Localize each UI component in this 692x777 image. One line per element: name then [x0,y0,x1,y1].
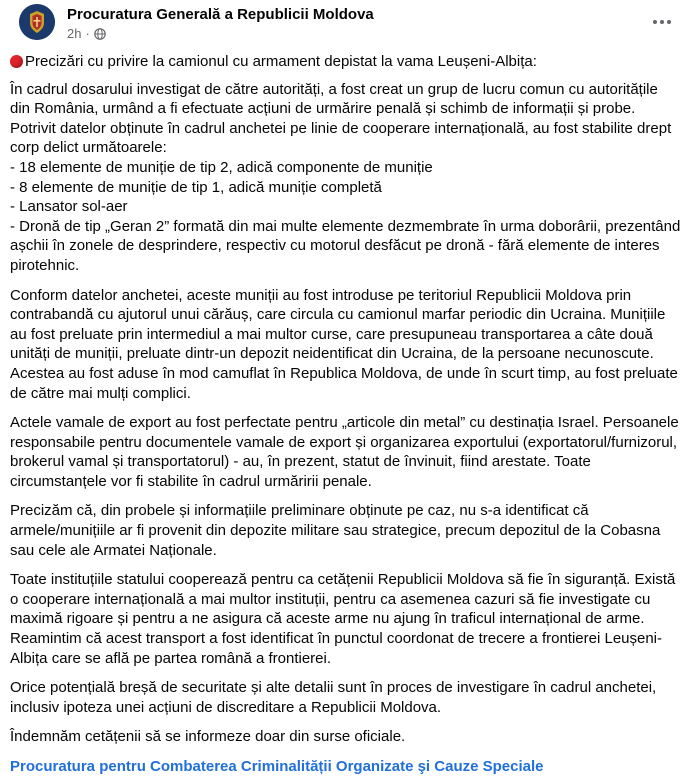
post-header [10,0,682,52]
post-title-text: Precizări cu privire la camionul cu armament depistat la vama Leușeni-Albița: [25,53,537,70]
paragraph-origin: Precizăm că, din probele și informațiile preliminare obținute pe caz, nu s-a identificat că armele/munițiile ar fi provenit din depozite militare sau strategice, precum depozitul de la Cobasna sau cele ale Armatei Naționale. [10,502,661,559]
list-item: - Lansator sol-aer [10,198,128,216]
paragraph-security: Orice potențială breșă de securitate și alte detalii sunt în proces de investigare în cadrul anchetei, inclusiv ipoteza unei acțiuni de discreditare a Republicii Moldova. [10,679,657,716]
paragraph-cooperation: Toate instituțiile statului cooperează pentru ca cetățenii Republicii Moldova să fie în siguranță. Există o cooperare internațională a mai multor instituții, pentru ca asemenea cazuri să fie investigate cu maximă rigoare și pentru a ne asigura că aceste arme nu ajung în traficul internațional de arme. Reamintim că acest transport a fost identificat în punctul coordonat de trecere a frontierei Leușeni-Albița care se află pe partea română a frontierei. [10,571,676,667]
paragraph-investigation: Conform datelor anchetei, aceste muniții au fost introduse pe teritoriul Republicii Moldova prin contrabandă cu ajutorul unui cărăuș, care circula cu camionul marfar periodic din Ucraina. Munițiile au fost preluate prin intermediul a mai multor curse, care presupuneau transportarea a câte două unități de muniții, preluate dintr-un depozit neidentificat din Ucraina, de la persoane necunoscute. Acestea au fost aduse în mod camuflat în Republica Moldova, de unde în scurt timp, au fost preluate de către mai mulți complici. [10,286,678,402]
page-author-link[interactable]: Procuratura Generală a Republicii Moldova [67,6,374,23]
prosecutor-emblem-icon[interactable] [19,4,55,40]
paragraph-customs: Actele vamale de export au fost perfectate pentru „articole din metal” cu destinația Israel. Persoanele responsabile pentru documentele vamale de export și organizarea exportului (exportatorul/furnizorul, brokerul vamal și transportatorul) - au, în prezent, statut de învinuit, fiind arestate. Toate circumstanțele vor fi stabilite în cadrul urmăririi penale. [10,414,679,490]
list-item: - 18 elemente de muniție de tip 2, adică componente de muniție [10,158,433,176]
post-title [10,52,682,72]
list-item: - 8 elemente de muniție de tip 1, adică muniție completă [10,178,382,196]
globe-icon [94,28,106,40]
post-body [10,52,682,777]
evidence-list [10,158,682,276]
post-meta [67,26,106,41]
post-time[interactable]: 2h [67,26,82,41]
paragraph-intro [10,80,682,158]
paragraph-intro-text: În cadrul dosarului investigat de către autorități, a fost creat un grup de lucru comun cu autoritățile din România, urmând a fi efectuate acțiuni de urmărire penală și schimb de informații și probe. Potrivit datelor obținute în cadrul anchetei pe linie de cooperare internațională, au fost stabilite drept corp delict următoarele: [10,80,672,157]
red-circle-icon [10,55,23,68]
more-options-icon[interactable] [648,12,676,32]
meta-separator: · [85,26,90,41]
list-item: - Dronă de tip „Geran 2” formată din mai multe elemente dezmembrate în urma doborârii, prezentând așchii în zonele de desprindere, respectiv cu motorul desfăcut pe dronă - fără elemente de interes pirotehnic. [10,217,681,274]
paragraph-official-sources: Îndemnăm cetățenii să se informeze doar din surse oficiale. [10,728,406,746]
pccocs-page-link[interactable]: Procuratura pentru Combaterea Criminalității Organizate şi Cauze Speciale [10,758,544,775]
